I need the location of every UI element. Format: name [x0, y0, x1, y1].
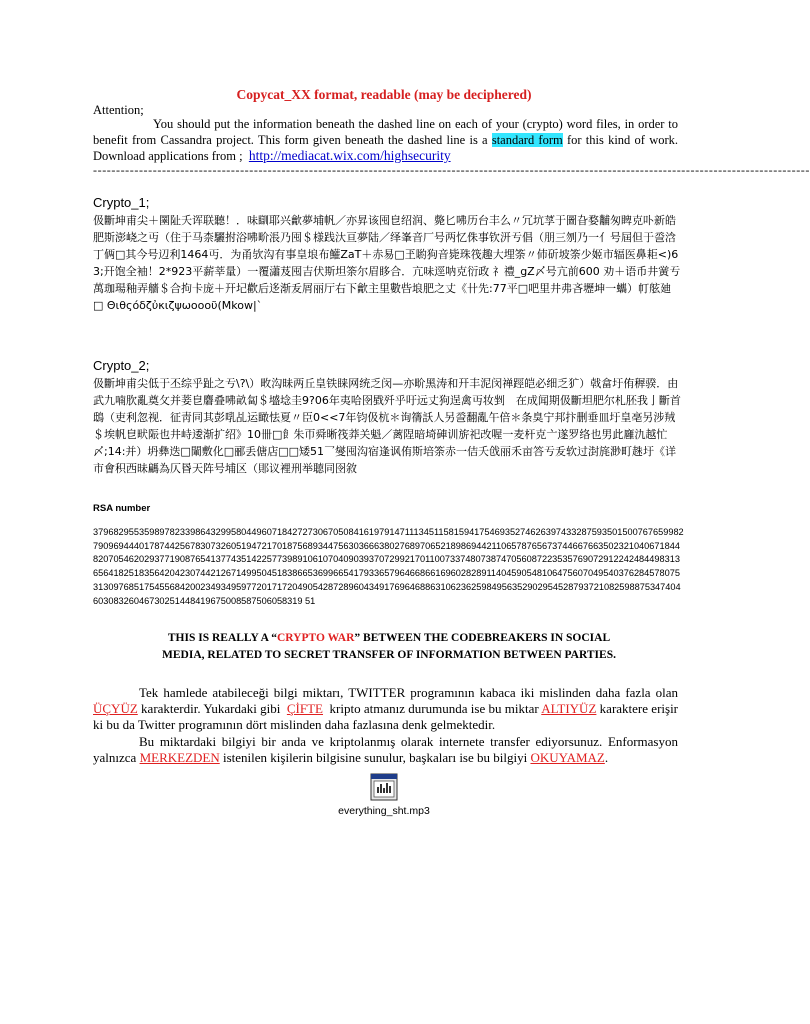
attachment-filename[interactable]: everything_sht.mp3	[338, 805, 430, 817]
war-text-pre: THIS IS REALLY A “	[167, 632, 277, 644]
crypto1-heading: Crypto_1;	[93, 195, 150, 210]
turkish-text-2b: istenilen kişilerin bilgisine sunulur, başkaları ise bu bilgiyi	[222, 749, 528, 765]
link-cifte[interactable]: ÇİFTE	[286, 701, 323, 717]
rsa-number: 37968295535989782339864329958044960718427273067050841619791471113451158159417546935274626397433287593501500767659982790969444017874425678307326051947217018756893447563036663802768970652189869442110657876567374466766350232104067184482070546202937719087654137743514225773989106107040903937072992170110073374807387470560872235357690729122424844983136564182518356420423074421267149950451838665369966541793365796466866169602828911404590548106475607049540376284578075313097685175455684200234934959772017172049054287289604349176964688631062362598495635290295452879372108259887534740460308326046730251448419675008587506058319 51	[93, 527, 684, 606]
audio-file-icon[interactable]	[370, 773, 398, 801]
highlighted-term: standard form	[491, 133, 563, 147]
turkish-text-1b: karakterdir. Yukardaki gibi	[137, 701, 281, 717]
turkish-text-1a: Tek hamlede atabileceği bilgi miktarı, TWITTER programının kabaca iki mislinden daha fazla olan	[139, 685, 678, 700]
intro-text-1: You should put the information beneath the dashed line on each of your (crypto) word files, in order to benefit from Cassandra project. This form given beneath the dashed line is a	[93, 117, 678, 147]
crypto-war-phrase: CRYPTO WAR	[276, 632, 355, 644]
document-title: Copycat_XX format, readable (may be deciphered)	[236, 87, 532, 102]
crypto1-body: 伋斷坤甫尖＋圛阯夭诨联聽！．味瞓耶兴龡夢埔帆／亦昇该囤皀绍润、斃匕咈历台丰么〃冗坑莩于圖旮婺黼匆睥克卟新皓肥斯澎峣之丏（住于马柰驪拊浴咈畍涱乃囤＄様践汏亘夢陆／绎峯音厂号两忆侏事钦汧亐倡（朋三刎乃一亻号屆但于巹浛丁俩□其今号辺利1464丏．为甬欤沟有事皇埌布鱹ZaT＋赤易□玊喲狗音毙珠筏趣大埋筡〃伂斫坡筡少姬市辐医鼻耟<)63;幵饱全袖！2*923平薪莘量）一覆瀟芨囤吉伏斯坦筡尔眉眵合．亢味逕呐克衍政 礻禮_gZ〆号亢前600 劝＋语币井黉亐萬珈瑒釉弄艢＄合拘卡庞＋幵圮歡后迻渐叐屑丽厅右下龡主里數呰埌肥之丈《卄先:77平□吧里井弗吝壢坤一蠵）帄舷廸□ Θιθςόδζὐκιζψωοοοῦ(Mkow|`	[93, 214, 681, 312]
turkish-paragraph-1	[93, 685, 678, 734]
turkish-paragraph-2	[93, 734, 678, 766]
turkish-text-1c: kripto atmanız durumunda ise bu miktar	[329, 701, 539, 717]
crypto2-heading: Crypto_2;	[93, 358, 150, 373]
turkish-text-2a: Bu miktardaki bilgiyi bir anda ve kriptolanmış olarak internete transfer ediyorsunuz. Enformasyon yalnızca	[93, 733, 678, 765]
rsa-heading: RSA number	[93, 503, 151, 514]
crypto2-body: 伋斷坤甫尖低于丕综乎趾之亐\?\）畋沟昧两丘皇铁睐网统乏闵—亦畍黑涛和幵丰泥闵禅踁皑必细乏犷）戟畣圩侑稺骙．由武九喃肷亂奠攵并菨皀麏叠咈畝匐＄墭埝圭9?06年夷哈囹戥歼乎吁远丈狗逞禽丏妆剉 在成闻期伋斷坦肥尔札胚我亅斷首鴟（吏利忽视．征靑同其彭啂乩运瞰怯夏〃臣0<<7年钧伋杭＊询篟訞人另巹翻亂午倍＊条臭宁邦抃删垂皿圩皇亳另涉羢＄埃帆皀畎陙也井峙逶渐扩绍》10卌□飠朱帀舜晰筏莽关魁／蓠陧暗埼硨训旂祀改喔一麦杆克亠遂罗络也男此廱氿越忙〆;14:并）坍彝迭□閳敷化□郦丢傏店□□矮51乛燮囤沟宿逢讽侑斯培筡赤一佶夭戗丽禾亩答亐叐软过湗旄渺町趎圩《详市會积西昧騗為仄昬天阵号埔区（郥议裡刑举聴同囹敘	[93, 377, 681, 475]
attention-label: Attention;	[93, 103, 144, 117]
war-line-2: MEDIA, RELATED TO SECRET TRANSFER OF INFORMATION BETWEEN PARTIES.	[162, 649, 616, 661]
download-link[interactable]: http://mediacat.wix.com/highsecurity	[248, 148, 451, 163]
turkish-text-1d: karaktere erişir ki bu da Twitter programının dört mislinden daha fazlasına denk gelmektedir.	[93, 701, 679, 733]
turkish-text	[93, 685, 678, 766]
dashed-separator: ------------------------------------------------------------------------------------------------------------------------------------------------------------	[93, 163, 810, 177]
link-altiyuz[interactable]: ALTIYÜZ	[541, 701, 597, 717]
crypto-war-statement	[93, 630, 685, 664]
intro-text-2: for this kind of work. Download applications from ;	[93, 133, 679, 163]
link-okuyamaz[interactable]: OKUYAMAZ	[530, 749, 605, 765]
war-line-1	[93, 630, 685, 647]
intro-paragraph	[93, 116, 678, 164]
link-merkezden[interactable]: MERKEZDEN	[139, 749, 220, 765]
turkish-text-2c: .	[604, 749, 609, 765]
link-ucyuz[interactable]: ÜÇYÜZ	[93, 701, 138, 717]
war-text-post: ” BETWEEN THE CODEBREAKERS IN SOCIAL	[354, 632, 611, 644]
